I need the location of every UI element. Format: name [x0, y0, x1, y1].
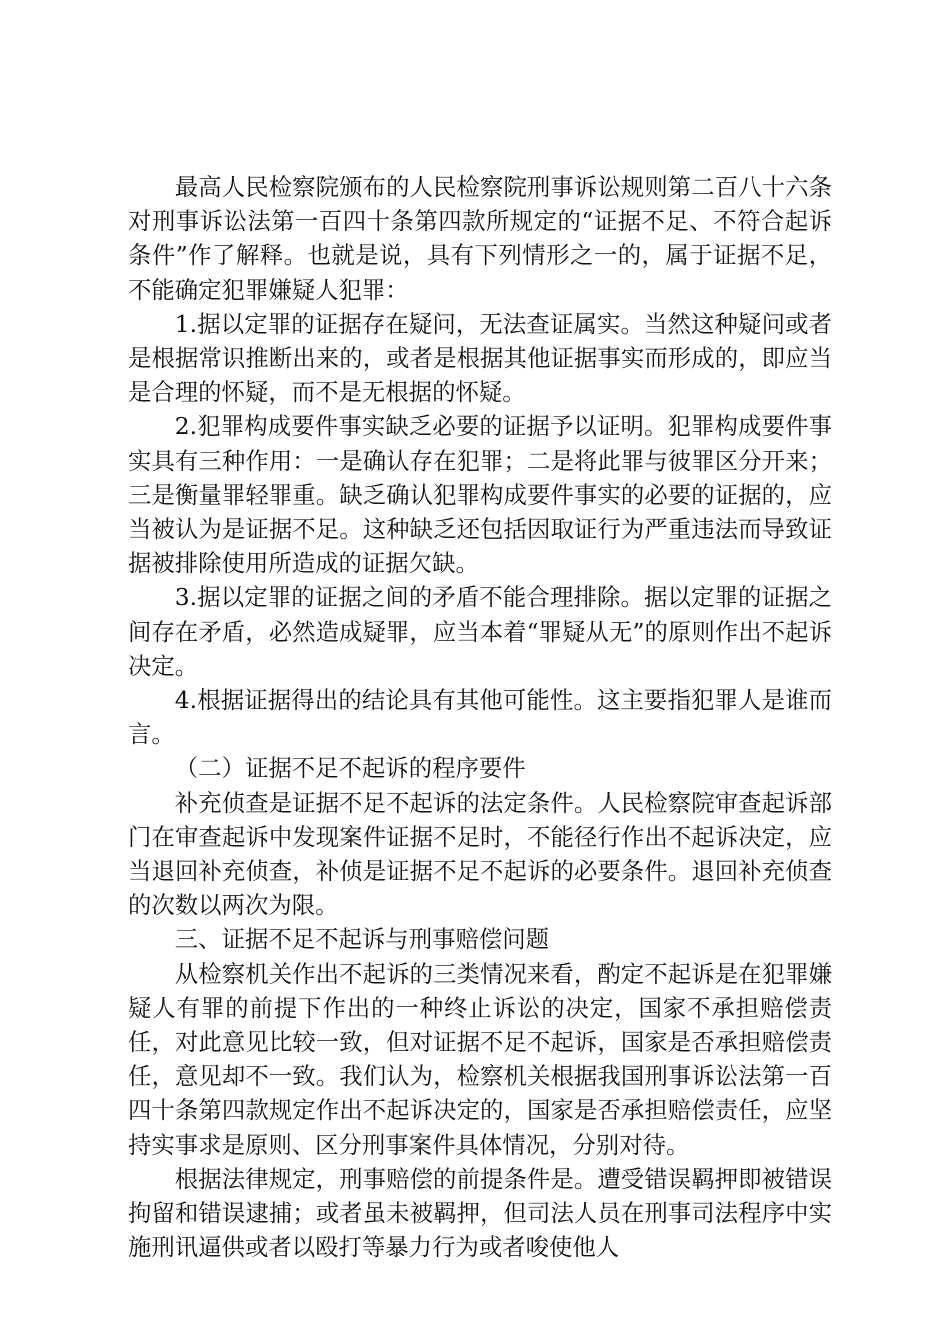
paragraph-supplementary-investigation: 补充侦查是证据不足不起诉的法定条件。人民检察院审查起诉部门在审查起诉中发现案件证据不足时，不能径行作出不起诉决定，应当退回补充侦查，补侦是证据不足不起诉的必要条件。退回补充侦查的次数以两次为限。 [128, 788, 832, 920]
section-heading-compensation: 三、证据不足不起诉与刑事赔偿问题 [174, 925, 550, 954]
paragraph-item-3: 3.据以定罪的证据之间的矛盾不能合理排除。据以定罪的证据之间存在矛盾，必然造成疑罪，应当本着“罪疑从无”的原则作出不起诉决定。 [128, 583, 832, 680]
document-body [128, 170, 832, 1265]
paragraph-intro: 最高人民检察院颁布的人民检察院刑事诉讼规则第二百八十六条对刑事诉讼法第一百四十条第四款所规定的“证据不足、不符合起诉条件”作了解释。也就是说，具有下列情形之一的，属于证据不足，不能确定犯罪嫌疑人犯罪： [128, 173, 832, 304]
section-heading-procedure: （二）证据不足不起诉的程序要件 [174, 754, 526, 783]
paragraph-item-1: 1.据以定罪的证据存在疑问，无法查证属实。当然这种疑问或者是根据常识推断出来的，或者是根据其他证据事实而形成的，即应当是合理的怀疑，而不是无根据的怀疑。 [128, 309, 832, 407]
paragraph-item-2: 2.犯罪构成要件事实缺乏必要的证据予以证明。犯罪构成要件事实具有三种作用：一是确认存在犯罪；二是将此罪与彼罪区分开来；三是衡量罪轻罪重。缺乏确认犯罪构成要件事实的必要的证据的，应当被认为是证据不足。这种缺乏还包括因取证行为严重违法而导致证据被排除使用所造成的证据欠缺。 [128, 412, 832, 578]
paragraph-item-4: 4.根据证据得出的结论具有其他可能性。这主要指犯罪人是谁而言。 [128, 686, 832, 749]
paragraph-compensation-views: 从检察机关作出不起诉的三类情况来看，酌定不起诉是在犯罪嫌疑人有罪的前提下作出的一种终止诉讼的决定，国家不承担赔偿责任，对此意见比较一致，但对证据不足不起诉，国家是否承担赔偿责任，意见却不一致。我们认为，检察机关根据我国刑事诉讼法第一百四十条第四款规定作出不起诉决定的，国家是否承担赔偿责任，应坚持实事求是原则、区分刑事案件具体情况，分别对待。 [128, 959, 832, 1159]
paragraph-compensation-conditions: 根据法律规定，刑事赔偿的前提条件是。遭受错误羁押即被错误拘留和错误逮捕；或者虽未被羁押，但司法人员在刑事司法程序中实施刑讯逼供或者以殴打等暴力行为或者唆使他人 [128, 1164, 832, 1262]
